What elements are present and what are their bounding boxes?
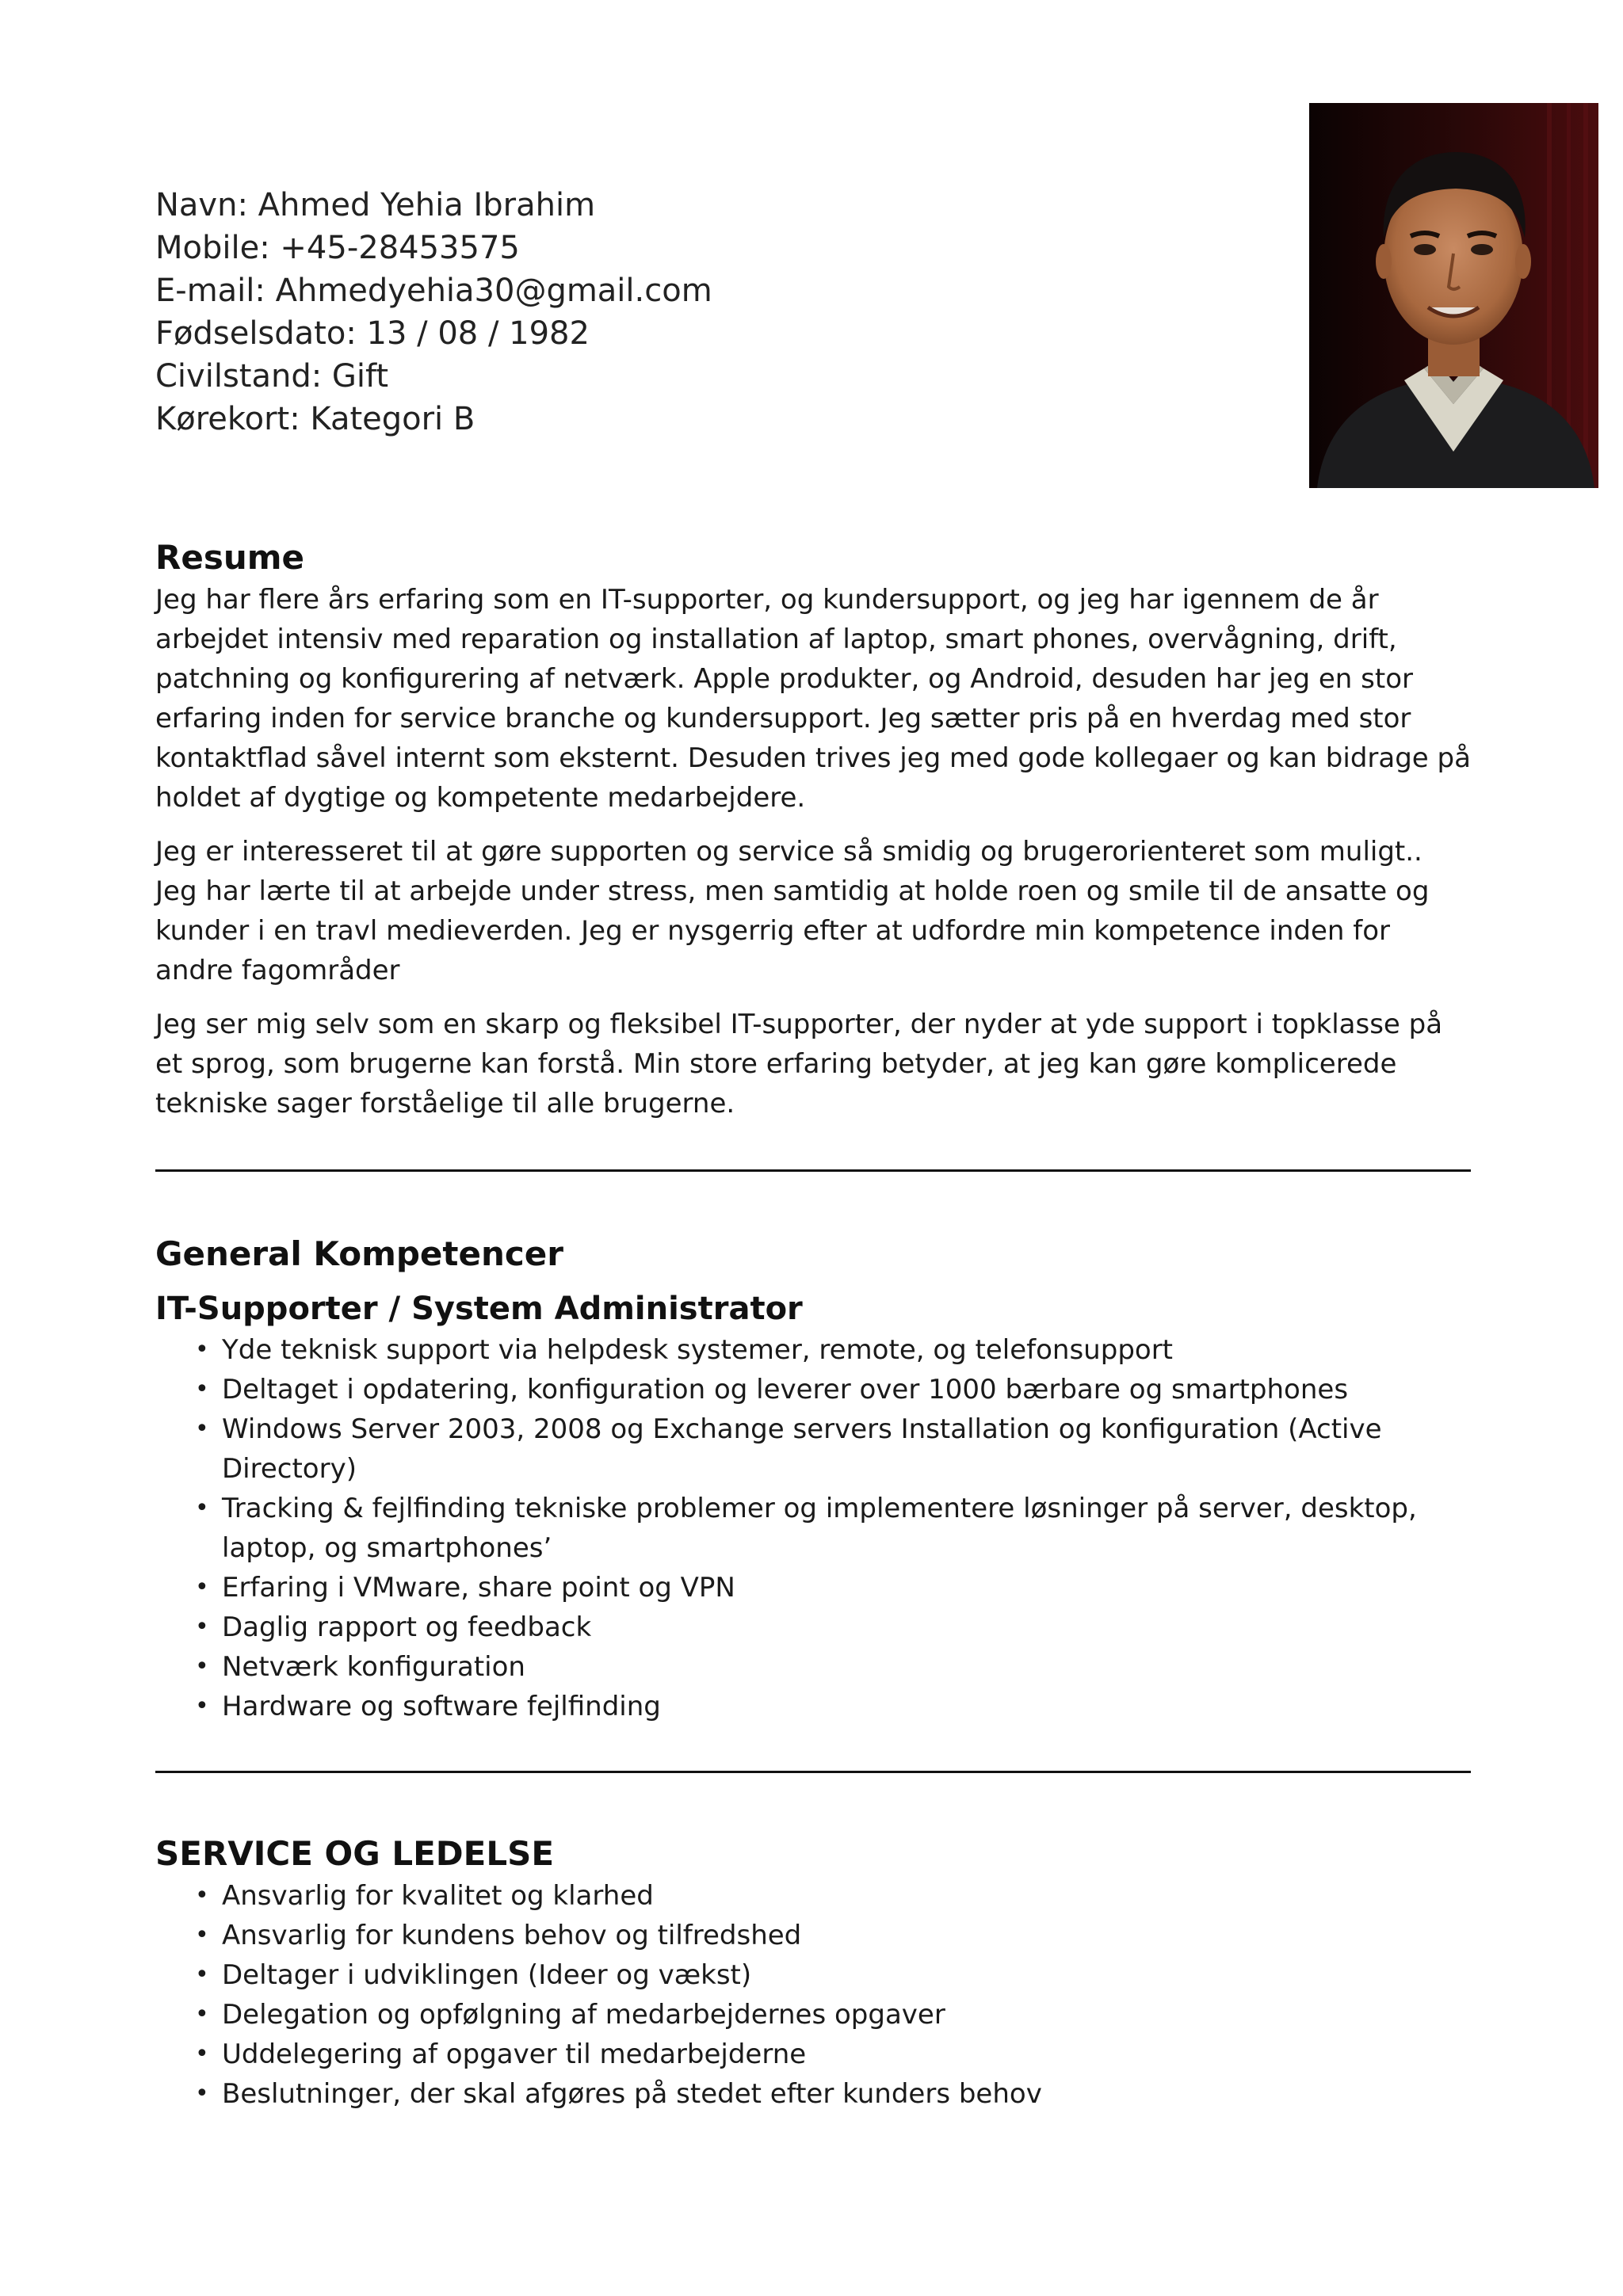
list-item-text: Netværk konfiguration	[222, 1651, 525, 1683]
competencies-list	[155, 1330, 1471, 1726]
contact-email: E-mail: Ahmedyehia30@gmail.com	[155, 273, 712, 309]
resume-paragraph: Jeg er interesseret til at gøre supporten og service så smidig og brugerorienteret som muligt.. Jeg har lærte til at arbejde under stress, men samtidig at holde roen og smile til de ansatte og kunder i en travl medieverden. Jeg er nysgerrig efter at udfordre min kompetence inden for andre fagområder	[155, 836, 1430, 986]
section-divider	[155, 1771, 1471, 1773]
bullet-icon: •	[195, 1882, 209, 1909]
list-item	[155, 1370, 1471, 1409]
service-heading: SERVICE OG LEDELSE	[155, 1834, 555, 1873]
bullet-icon: •	[195, 1921, 209, 1949]
bullet-icon: •	[195, 1961, 209, 1989]
list-item-text: Ansvarlig for kundens behov og tilfredshed	[222, 1920, 802, 1951]
bullet-icon: •	[195, 1336, 209, 1363]
contact-birthdate: Fødselsdato: 13 / 08 / 1982	[155, 315, 590, 352]
bullet-icon: •	[195, 1494, 209, 1522]
bullet-icon: •	[195, 1692, 209, 1720]
bullet-icon: •	[195, 2040, 209, 2068]
list-item	[155, 1995, 1471, 2035]
competencies-subheading: IT-Supporter / System Administrator	[155, 1291, 803, 1327]
list-item-text: Windows Server 2003, 2008 og Exchange servers Installation og konfiguration (Active Directory)	[222, 1413, 1382, 1485]
resume-heading: Resume	[155, 538, 304, 577]
bullet-icon: •	[195, 1375, 209, 1403]
list-item-text: Deltager i udviklingen (Ideer og vækst)	[222, 1959, 752, 1991]
contact-mobile: Mobile: +45-28453575	[155, 230, 520, 266]
list-item-text: Erfaring i VMware, share point og VPN	[222, 1572, 735, 1604]
resume-paragraph: Jeg har flere års erfaring som en IT-supporter, og kundersupport, og jeg har igennem de år arbejdet intensiv med reparation og installation af laptop, smart phones, overvågning, drift, patchning og konfigurering af netværk. Apple produkter, og Android, desuden har jeg en stor erfaring inden for service branche og kundersupport. Jeg sætter pris på en hverdag med stor kontaktflad såvel internt som eksternt. Desuden trives jeg med gode kollegaer og kan bidrage på holdet af dygtige og kompetente medarbejdere.	[155, 584, 1471, 814]
list-item	[155, 1568, 1471, 1608]
service-list	[155, 1876, 1471, 2114]
list-item-text: Ansvarlig for kvalitet og klarhed	[222, 1880, 654, 1912]
bullet-icon: •	[195, 1573, 209, 1601]
list-item-text: Daglig rapport og feedback	[222, 1611, 592, 1643]
list-item	[155, 1409, 1471, 1489]
list-item-text: Yde teknisk support via helpdesk systemer, remote, og telefonsupport	[222, 1334, 1174, 1366]
bullet-icon: •	[195, 2080, 209, 2107]
contact-civil-status: Civilstand: Gift	[155, 358, 389, 395]
section-divider	[155, 1169, 1471, 1172]
contact-block	[155, 184, 1265, 441]
competencies-heading: General Kompetencer	[155, 1234, 563, 1273]
bullet-icon: •	[195, 1415, 209, 1443]
list-item-text: Tracking & fejlfinding tekniske problemer og implementere løsninger på server, desktop, laptop, og smartphones’	[222, 1493, 1417, 1564]
list-item-text: Hardware og software fejlfinding	[222, 1691, 661, 1722]
bullet-icon: •	[195, 1653, 209, 1680]
contact-name: Navn: Ahmed Yehia Ibrahim	[155, 187, 596, 223]
list-item-text: Beslutninger, der skal afgøres på stedet efter kunders behov	[222, 2078, 1042, 2110]
list-item-text: Deltaget i opdatering, konfiguration og leverer over 1000 bærbare og smartphones	[222, 1374, 1349, 1405]
list-item	[155, 2074, 1471, 2114]
list-item	[155, 1330, 1471, 1370]
list-item-text: Uddelegering af opgaver til medarbejderne	[222, 2039, 807, 2070]
resume-paragraph: Jeg ser mig selv som en skarp og fleksibel IT-supporter, der nyder at yde support i topklasse på et sprog, som brugerne kan forstå. Min store erfaring betyder, at jeg kan gøre komplicerede tekniske sager forståelige til alle brugerne.	[155, 1009, 1443, 1119]
list-item	[155, 2035, 1471, 2074]
list-item	[155, 1647, 1471, 1687]
list-item	[155, 1955, 1471, 1995]
bullet-icon: •	[195, 1613, 209, 1641]
list-item	[155, 1608, 1471, 1647]
contact-drivers-license: Kørekort: Kategori B	[155, 401, 475, 437]
profile-photo	[1309, 103, 1598, 488]
portrait-image	[1309, 103, 1598, 488]
list-item	[155, 1876, 1471, 1916]
list-item	[155, 1489, 1471, 1568]
main-content	[155, 536, 1471, 2114]
list-item	[155, 1687, 1471, 1726]
list-item-text: Delegation og opfølgning af medarbejdernes opgaver	[222, 1999, 945, 2031]
list-item	[155, 1916, 1471, 1955]
bullet-icon: •	[195, 2000, 209, 2028]
